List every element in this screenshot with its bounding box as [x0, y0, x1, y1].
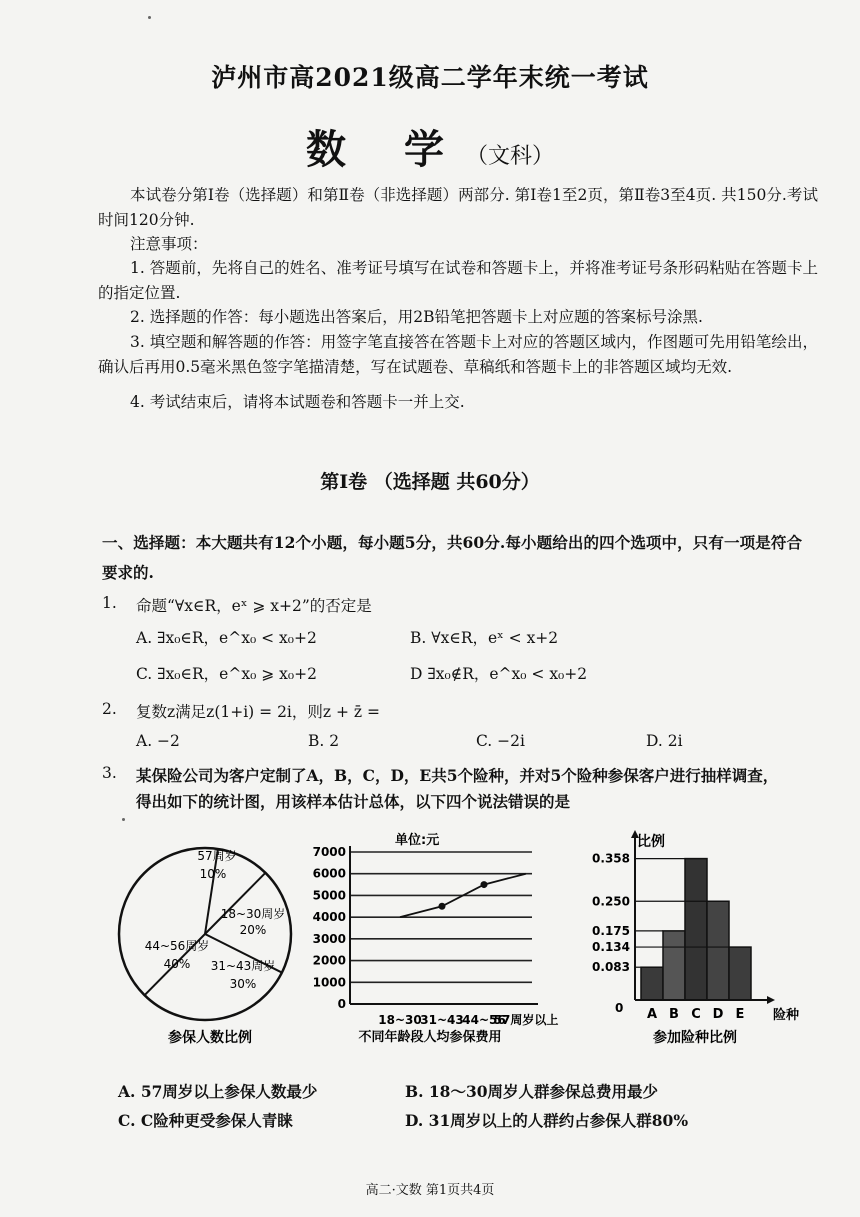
notice-item-3: 3. 填空题和解答题的作答：用签字笔直接答在答题卡上对应的答题区域内，作图题可先用铅笔绘出，确认后再用0.5毫米黑色签字笔描清楚，写在试题卷、草稿纸和答题卡上的非答题区域均无效. [98, 333, 818, 376]
line-caption: 不同年龄段人均参保费用 [358, 1030, 502, 1045]
subject-sub: （文科） [465, 144, 554, 169]
line-grid [350, 846, 538, 1004]
q2-option-d: D. 2i [646, 732, 683, 750]
bar-ylabel: 比例 [637, 834, 665, 850]
pie-pct-18-30: 20% [239, 923, 267, 937]
line-y-tick-label: 2000 [312, 953, 346, 968]
q1-option-a: A. ∃x₀∈R，e^x₀ < x₀+2 [136, 629, 317, 647]
scan-speck [122, 818, 125, 821]
q1-option-b: B. ∀x∈R，eˣ < x+2 [410, 629, 559, 647]
q1-stem: 命题“∀x∈R，eˣ ⩾ x+2”的否定是 [136, 597, 372, 615]
bar-D [707, 901, 729, 1000]
q2-stem: 复数z满足z(1+i) = 2i，则z + z̄ = [136, 703, 380, 721]
q3-option-d: D. 31周岁以上的人群约占参保人群80% [405, 1111, 689, 1130]
q2-option-b: B. 2 [308, 732, 340, 750]
page-footer: 高二·文数 第1页共4页 [365, 1183, 495, 1198]
bar-A [641, 967, 663, 1000]
line-point [439, 903, 446, 910]
pie-label-44-56: 44~56周岁 [144, 939, 210, 953]
bar-E [729, 947, 751, 1000]
bar-y-tick-label: 0.175 [592, 923, 630, 938]
q2-option-a: A. −2 [136, 732, 180, 750]
pie-caption: 参保人数比例 [168, 1030, 252, 1046]
line-point [481, 881, 488, 888]
exam-title: 泸州市高2021级高二学年末统一考试 [211, 63, 649, 92]
line-ylabel: 单位:元 [395, 833, 440, 848]
bar-y-tick-label: 0.250 [592, 894, 630, 909]
line-x-ticks [378, 1012, 558, 1027]
line-x-tick-label: 31~43 [420, 1013, 464, 1027]
notice-title: 注意事项： [130, 235, 208, 253]
line-x-tick-label: 57周岁以上 [493, 1013, 559, 1027]
q3-option-b: B. 18～30周岁人群参保总费用最少 [405, 1082, 659, 1101]
line-y-ticks [313, 845, 346, 1011]
pie-label-57: 57周岁 [197, 849, 237, 863]
subject-main: 数 学 [306, 126, 466, 173]
bar-origin: 0 [615, 1001, 624, 1015]
q2-option-c: C. −2i [476, 732, 525, 750]
bar-B [663, 931, 685, 1000]
notice-item-1: 1. 答题前，先将自己的姓名、准考证号填写在试卷和答题卡上，并将准考证号条形码粘贴在答题卡上的指定位置. [98, 259, 818, 302]
bar-xlabel: 险种 [773, 1008, 800, 1023]
line-y-tick-label: 3000 [312, 931, 346, 946]
bar-x-tick-label: C [691, 1007, 701, 1022]
bar-caption: 参加险种比例 [653, 1030, 737, 1046]
pie-label-18-30: 18~30周岁 [220, 907, 286, 921]
bar-x-tick-label: D [712, 1007, 724, 1022]
bar-bars [641, 859, 751, 1000]
section-instruction: 一、选择题：本大题共有12个小题，每小题5分，共60分.每小题给出的四个选项中，只有一项是符合要求的. [102, 533, 802, 582]
pie-pct-57: 10% [199, 867, 227, 881]
intro-line: 本试卷分第Ⅰ卷（选择题）和第Ⅱ卷（非选择题）两部分. 第Ⅰ卷1至2页，第Ⅱ卷3至4页. 共150分.考试时间120分钟. [98, 186, 818, 229]
bar-x-tick-label: B [669, 1007, 679, 1022]
q2-number: 2. [102, 700, 117, 718]
q3-stem-2: 得出如下的统计图，用该样本估计总体，以下四个说法错误的是 [136, 792, 571, 811]
pie-pct-44-56: 40% [163, 957, 191, 971]
pie-pct-31-43: 30% [229, 977, 257, 991]
bar-x-tick-label: E [735, 1007, 745, 1022]
bar-y-tick-label: 0.134 [592, 940, 630, 955]
bar-C [685, 859, 707, 1000]
scan-speck [148, 16, 151, 19]
q1-number: 1. [102, 594, 117, 612]
line-y-tick-label: 5000 [312, 888, 346, 903]
pie-chart [105, 822, 315, 1052]
notice-item-2: 2. 选择题的作答：每小题选出答案后，用2B铅笔把答题卡上对应题的答案标号涂黑. [130, 308, 703, 326]
q1-option-c: C. ∃x₀∈R，e^x₀ ⩾ x₀+2 [136, 665, 317, 683]
line-x-tick-label: 18~30 [378, 1013, 422, 1027]
section-title: 第Ⅰ卷 （选择题 共60分） [320, 471, 540, 493]
q3-option-c: C. C险种更受参保人青睐 [118, 1111, 293, 1130]
line-y-tick-label: 4000 [312, 910, 346, 925]
line-x-tick-label: 44~56 [462, 1013, 506, 1027]
bar-y-tick-label: 0.358 [592, 851, 630, 866]
q3-stem-1: 某保险公司为客户定制了A，B，C，D，E共5个险种，并对5个险种参保客户进行抽样调查， [136, 766, 779, 785]
line-y-tick-label: 7000 [312, 845, 346, 859]
bar-y-tick-label: 0.083 [592, 960, 630, 975]
q1-option-d: D ∃x₀∉R，e^x₀ < x₀+2 [410, 665, 588, 683]
pie-label-31-43: 31~43周岁 [210, 959, 276, 973]
line-y-tick-label: 1000 [312, 975, 346, 990]
line-chart [300, 828, 590, 1050]
bar-x-tick-label: A [646, 1007, 658, 1022]
line-y-tick-label: 6000 [312, 866, 346, 881]
bar-chart [585, 822, 815, 1050]
notice-item-4: 4. 考试结束后，请将本试题卷和答题卡一并上交. [130, 393, 465, 411]
subject-heading [0, 118, 860, 175]
q3-number: 3. [102, 764, 117, 782]
bar-x-arrow [767, 996, 775, 1004]
line-y-tick-label: 0 [337, 997, 346, 1011]
q3-option-a: A. 57周岁以上参保人数最少 [118, 1082, 318, 1101]
